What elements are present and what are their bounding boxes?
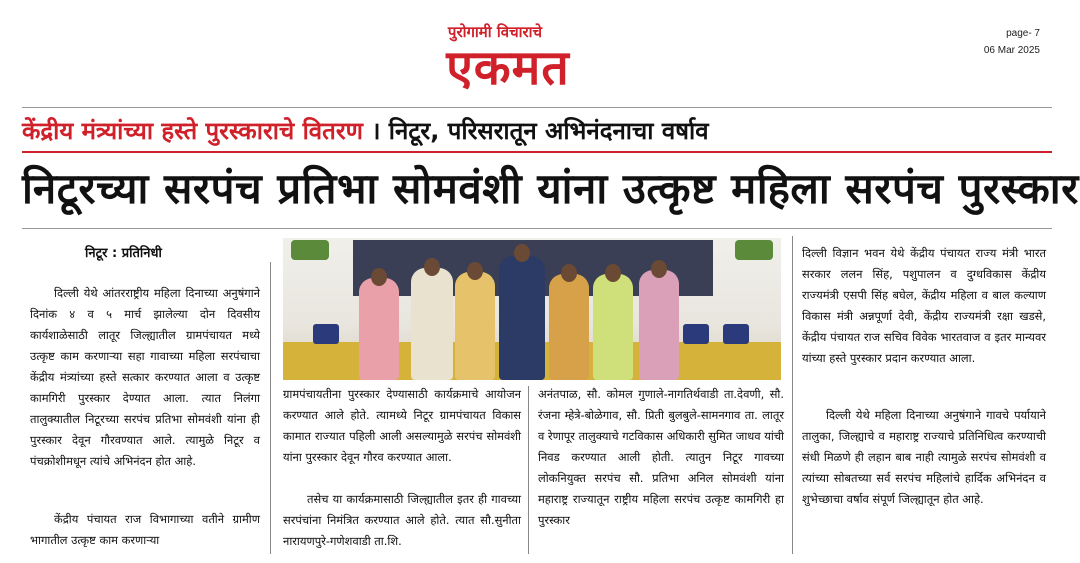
- column-rule-1: [270, 262, 271, 554]
- stage-chair: [723, 324, 749, 344]
- column-rule-3: [792, 236, 793, 554]
- stage-plant-right: [735, 240, 773, 260]
- col2-paragraph-2: तसेच या कार्यक्रमासाठी जिल्ह्यातील इतर ही गावच्या सरपंचांना निमंत्रित करण्यात आले होते. त्यात सौ.सुनीता नारायणपुरे-गणेशवाडी ता.शि.: [283, 492, 521, 548]
- col1-paragraph-2: केंद्रीय पंचायत राज विभागाच्या वतीने ग्रामीण भागातील उत्कृष्ट काम करणाऱ्या: [30, 512, 260, 547]
- col4-paragraph-1: दिल्ली विज्ञान भवन येथे केंद्रीय पंचायत राज्य मंत्री भारत सरकार ललन सिंह, पशुपालन व दुग्धविकास केंद्रीय राज्यमंत्री एसपी सिंह बघेल, केंद्रीय महिला व बाल कल्याण विकास मंत्री अन्नपूर्णा देवी, केंद्रीय राज्यमंत्री रक्षा खडसे, केंद्रीय पंचायत राज सचिव विवेक भारतवाज व इतर मान्यवर यांच्या हस्ते पुरस्कार प्रदान करण्यात आला.: [802, 246, 1046, 365]
- kicker-red-text: केंद्रीय मंत्र्यांच्या हस्ते पुरस्काराचे वितरण: [22, 117, 363, 145]
- page-number: page- 7: [1006, 28, 1040, 39]
- person-head: [561, 264, 577, 282]
- page-date: 06 Mar 2025: [983, 45, 1040, 56]
- person-head: [424, 258, 440, 276]
- person-figure: [593, 274, 633, 380]
- col4-paragraph-2: दिल्ली येथे महिला दिनाच्या अनुषंगाने गावचे पर्यायाने तालुका, जिल्ह्याचे व महाराष्ट्र राज्याचे प्रतिनिधित्व करण्याची संधी मिळणे ही लहान बाब नाही त्यामुळे सरपंच सोमवंशी व त्यांच्या सोबतच्या सर्व सरपंच महिलांचे हार्दिक अभिनंदन व शुभेच्छाचा वर्षाव संपूर्ण जिल्ह्यातून होत आहे.: [802, 408, 1046, 506]
- award-ceremony-photo: [283, 238, 781, 380]
- stage-chair: [313, 324, 339, 344]
- masthead-divider: [22, 107, 1052, 108]
- stage-plant-left: [291, 240, 329, 260]
- masthead-logo: एकमत: [446, 40, 570, 96]
- kicker-separator: ।: [362, 117, 389, 145]
- masthead-tagline: पुरोगामी विचाराचे: [447, 23, 543, 41]
- person-head: [371, 268, 387, 286]
- byline: निटूर : प्रतिनिधी: [85, 246, 162, 261]
- person-figure: [639, 270, 679, 380]
- person-head: [467, 262, 483, 280]
- person-head: [605, 264, 621, 282]
- col1-paragraph-1: दिल्ली येथे आंतरराष्ट्रीय महिला दिनाच्या अनुषंगाने दिनांक ४ व ५ मार्च झालेल्या दोन दिवसीय कार्यशाळेसाठी लातूर जिल्ह्यातील ग्रामपंचायत मध्ये उत्कृष्ट काम करणाऱ्या सहा गावाच्या महिला सरपंचाचा केंद्रीय मंत्र्यांच्या हस्ते सत्कार करण्यात आला व उत्कृष्ट कामगिरी पुरस्कार देण्यात आला. त्यात निलंगा तालुक्यातील निटूरच्या सरपंच प्रतिभा सोमवंशी यांना ही पुरस्कार देवून गौरवण्यात आले. त्यामुळे निटूर व पंचक्रोशीमधून त्यांचे अभिनंदन होत आहे.: [30, 286, 260, 468]
- person-head: [651, 260, 667, 278]
- person-head: [514, 244, 530, 262]
- person-figure: [549, 274, 589, 380]
- person-figure: [499, 256, 545, 380]
- col2-paragraph-1: ग्रामपंचायतीना पुरस्कार देण्यासाठी कार्यक्रमाचे आयोजन करण्यात आले होते. त्यामध्ये निटूर ग्रामपंचायत विकास कामात राज्यात पहिली आली असल्यामुळे सरपंच सोमवंशी यांना पुरस्कार देवून गौरव करण्यात आला.: [283, 387, 521, 464]
- kicker-black-text: निटूर, परिसरातून अभिनंदनाचा वर्षाव: [388, 117, 709, 145]
- person-figure: [359, 278, 399, 380]
- kicker-line: [22, 114, 1052, 148]
- person-figure: [455, 272, 495, 380]
- main-headline: निटूरच्या सरपंच प्रतिभा सोमवंशी यांना उत्कृष्ट महिला सरपंच पुरस्कार: [22, 164, 1079, 213]
- stage-chair: [683, 324, 709, 344]
- kicker-divider: [22, 151, 1052, 153]
- person-figure: [411, 268, 453, 380]
- headline-divider: [22, 228, 1052, 229]
- column-rule-2: [528, 386, 529, 554]
- col3-paragraph-1: अनंतपाळ, सौ. कोमल गुणाले-नागतिर्थवाडी ता.देवणी, सौ. रंजना म्हेत्रे-बोळेगाव, सौ. प्रिती बुलबुले-सामनगाव ता. लातूर व रेणापूर तालुक्याचे गटविकास अधिकारी सुमित जाधव यांची निवड करण्यात आली होती. त्यातुन निटूर गावच्या लोकनियुक्त सरपंच सौ. प्रतिभा अनिल सोमवंशी यांना महाराष्ट्र राज्यातून राष्ट्रीय महिला सरपंच उत्कृष्ट कामगिरी हा पुरस्कार: [538, 387, 784, 527]
